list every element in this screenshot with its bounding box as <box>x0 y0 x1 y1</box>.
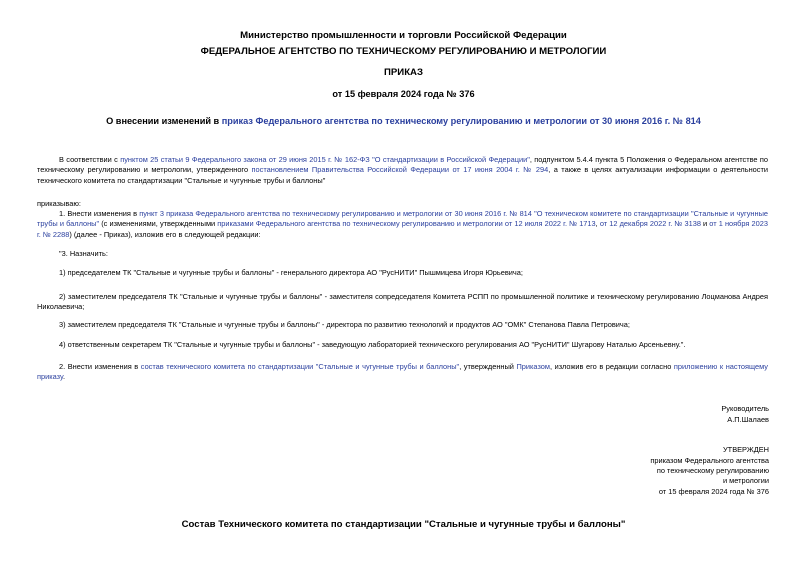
federal-law-link[interactable]: пунктом 25 статьи 9 Федерального закона от 29 июня 2015 г. № 162-ФЗ "О стандартизации в Российской Федерации" <box>120 155 530 164</box>
sub-item-2: 2) заместителем председателя ТК "Стальные и чугунные трубы и баллоны" - заместителя сопредседателя Комитета РСПП по промышленной политике и техническому регулированию Лоцманова Андрея Николаевича; <box>37 292 768 312</box>
sub-item-3: 3) заместителем председателя ТК "Стальные и чугунные трубы и баллоны" - директора по развитию технологий и продуктов АО "ОМК" Степанова Павла Петровича; <box>59 320 630 329</box>
item2-text-1: 2. Внести изменения в <box>59 362 141 371</box>
appendix-link[interactable]: приложению к настоящему приказу <box>37 362 768 382</box>
ministry-name: Министерство промышленности и торговли Российской Федерации <box>240 30 567 41</box>
item1-text-5: ) (далее - Приказ), изложив его в следующей редакции: <box>69 229 261 239</box>
approval-title: УТВЕРЖДЕН <box>722 445 769 454</box>
order-3138-link[interactable]: от 12 декабря 2022 г. № 3138 <box>599 219 701 229</box>
document-title <box>0 116 807 126</box>
item2-text-4: . <box>62 372 65 382</box>
signer-role: Руководитель <box>721 404 769 413</box>
sub-item-4: 4) ответственным секретарем ТК "Стальные и чугунные трубы и баллоны" - заведующую лабораторией технического регулирования АО "РусНИТИ" Шугарову Наталью Арсеньевну.". <box>59 340 686 349</box>
approval-line-2: по техническому регулированию <box>656 466 769 475</box>
item-2-paragraph <box>37 362 768 383</box>
item1-text-4: и <box>700 219 710 229</box>
preamble-text-1: В соответствии с <box>59 155 121 164</box>
order-link[interactable]: Приказом <box>516 362 550 371</box>
approval-line-3: и метрологии <box>722 476 769 485</box>
title-prefix: О внесении изменений в <box>106 116 222 126</box>
order-word: приказываю: <box>37 199 81 208</box>
order-1713-link[interactable]: приказами Федерального агентства по техническому регулированию и метрологии от 12 июля 2022 г. № 1713 <box>217 219 596 229</box>
approval-line-4: от 15 февраля 2024 года № 376 <box>658 487 769 496</box>
date-number: от 15 февраля 2024 года № 376 <box>332 89 475 99</box>
quote-start: "3. Назначить: <box>59 249 108 258</box>
item1-text-2: (с изменениями, утвержденными <box>99 219 218 229</box>
order-2288-link[interactable]: от 1 ноября 2023 г. № 2288 <box>37 219 768 239</box>
preamble-text-3: , а также в целях актуализации информации о деятельности технического комитета по стандартизации "Стальные и чугунные трубы и баллоны" <box>37 165 768 185</box>
preamble-text-2: , подпунктом 5.4.4 пункта 5 Положения о Федеральном агентстве по техническому регулированию и метрологии, утвержденного <box>37 155 769 175</box>
doc-type: ПРИКАЗ <box>384 67 423 78</box>
composition-title: Состав Технического комитета по стандартизации "Стальные и чугунные трубы и баллоны" <box>181 519 626 530</box>
agency-name: ФЕДЕРАЛЬНОЕ АГЕНТСТВО ПО ТЕХНИЧЕСКОМУ РЕГУЛИРОВАНИЮ И МЕТРОЛОГИИ <box>200 46 607 57</box>
government-decree-link[interactable]: постановлением Правительства Российской Федерации от 17 июня 2004 г. № 294 <box>251 165 549 175</box>
item1-text-3: , <box>595 219 600 229</box>
signer-name: А.П.Шалаев <box>727 415 769 424</box>
item1-text-1: 1. Внести изменения в <box>59 209 140 218</box>
committee-composition-link[interactable]: состав технического комитета по стандартизации "Стальные и чугунные трубы и баллоны" <box>140 362 460 371</box>
item-1-paragraph <box>37 209 768 240</box>
sub-item-1: 1) председателем ТК "Стальные и чугунные трубы и баллоны" - генерального директора АО "РусНИТИ" Пышмицева Игоря Юрьевича; <box>59 268 523 277</box>
item2-text-2: , утвержденный <box>459 362 517 371</box>
item2-text-3: , изложив его в редакции согласно <box>549 362 674 371</box>
title-link[interactable]: приказ Федерального агентства по техническому регулированию и метрологии от 30 июня 2016 г. № 814 <box>221 116 701 126</box>
order-814-link[interactable]: пункт 3 приказа Федерального агентства по техническому регулированию и метрологии от 30 июня 2016 г. № 814 "О техническом комитете по стандартизации "Стальные и чугунные трубы и баллоны" <box>37 209 768 229</box>
preamble-paragraph <box>37 155 768 186</box>
approval-line-1: приказом Федерального агентства <box>650 456 769 465</box>
